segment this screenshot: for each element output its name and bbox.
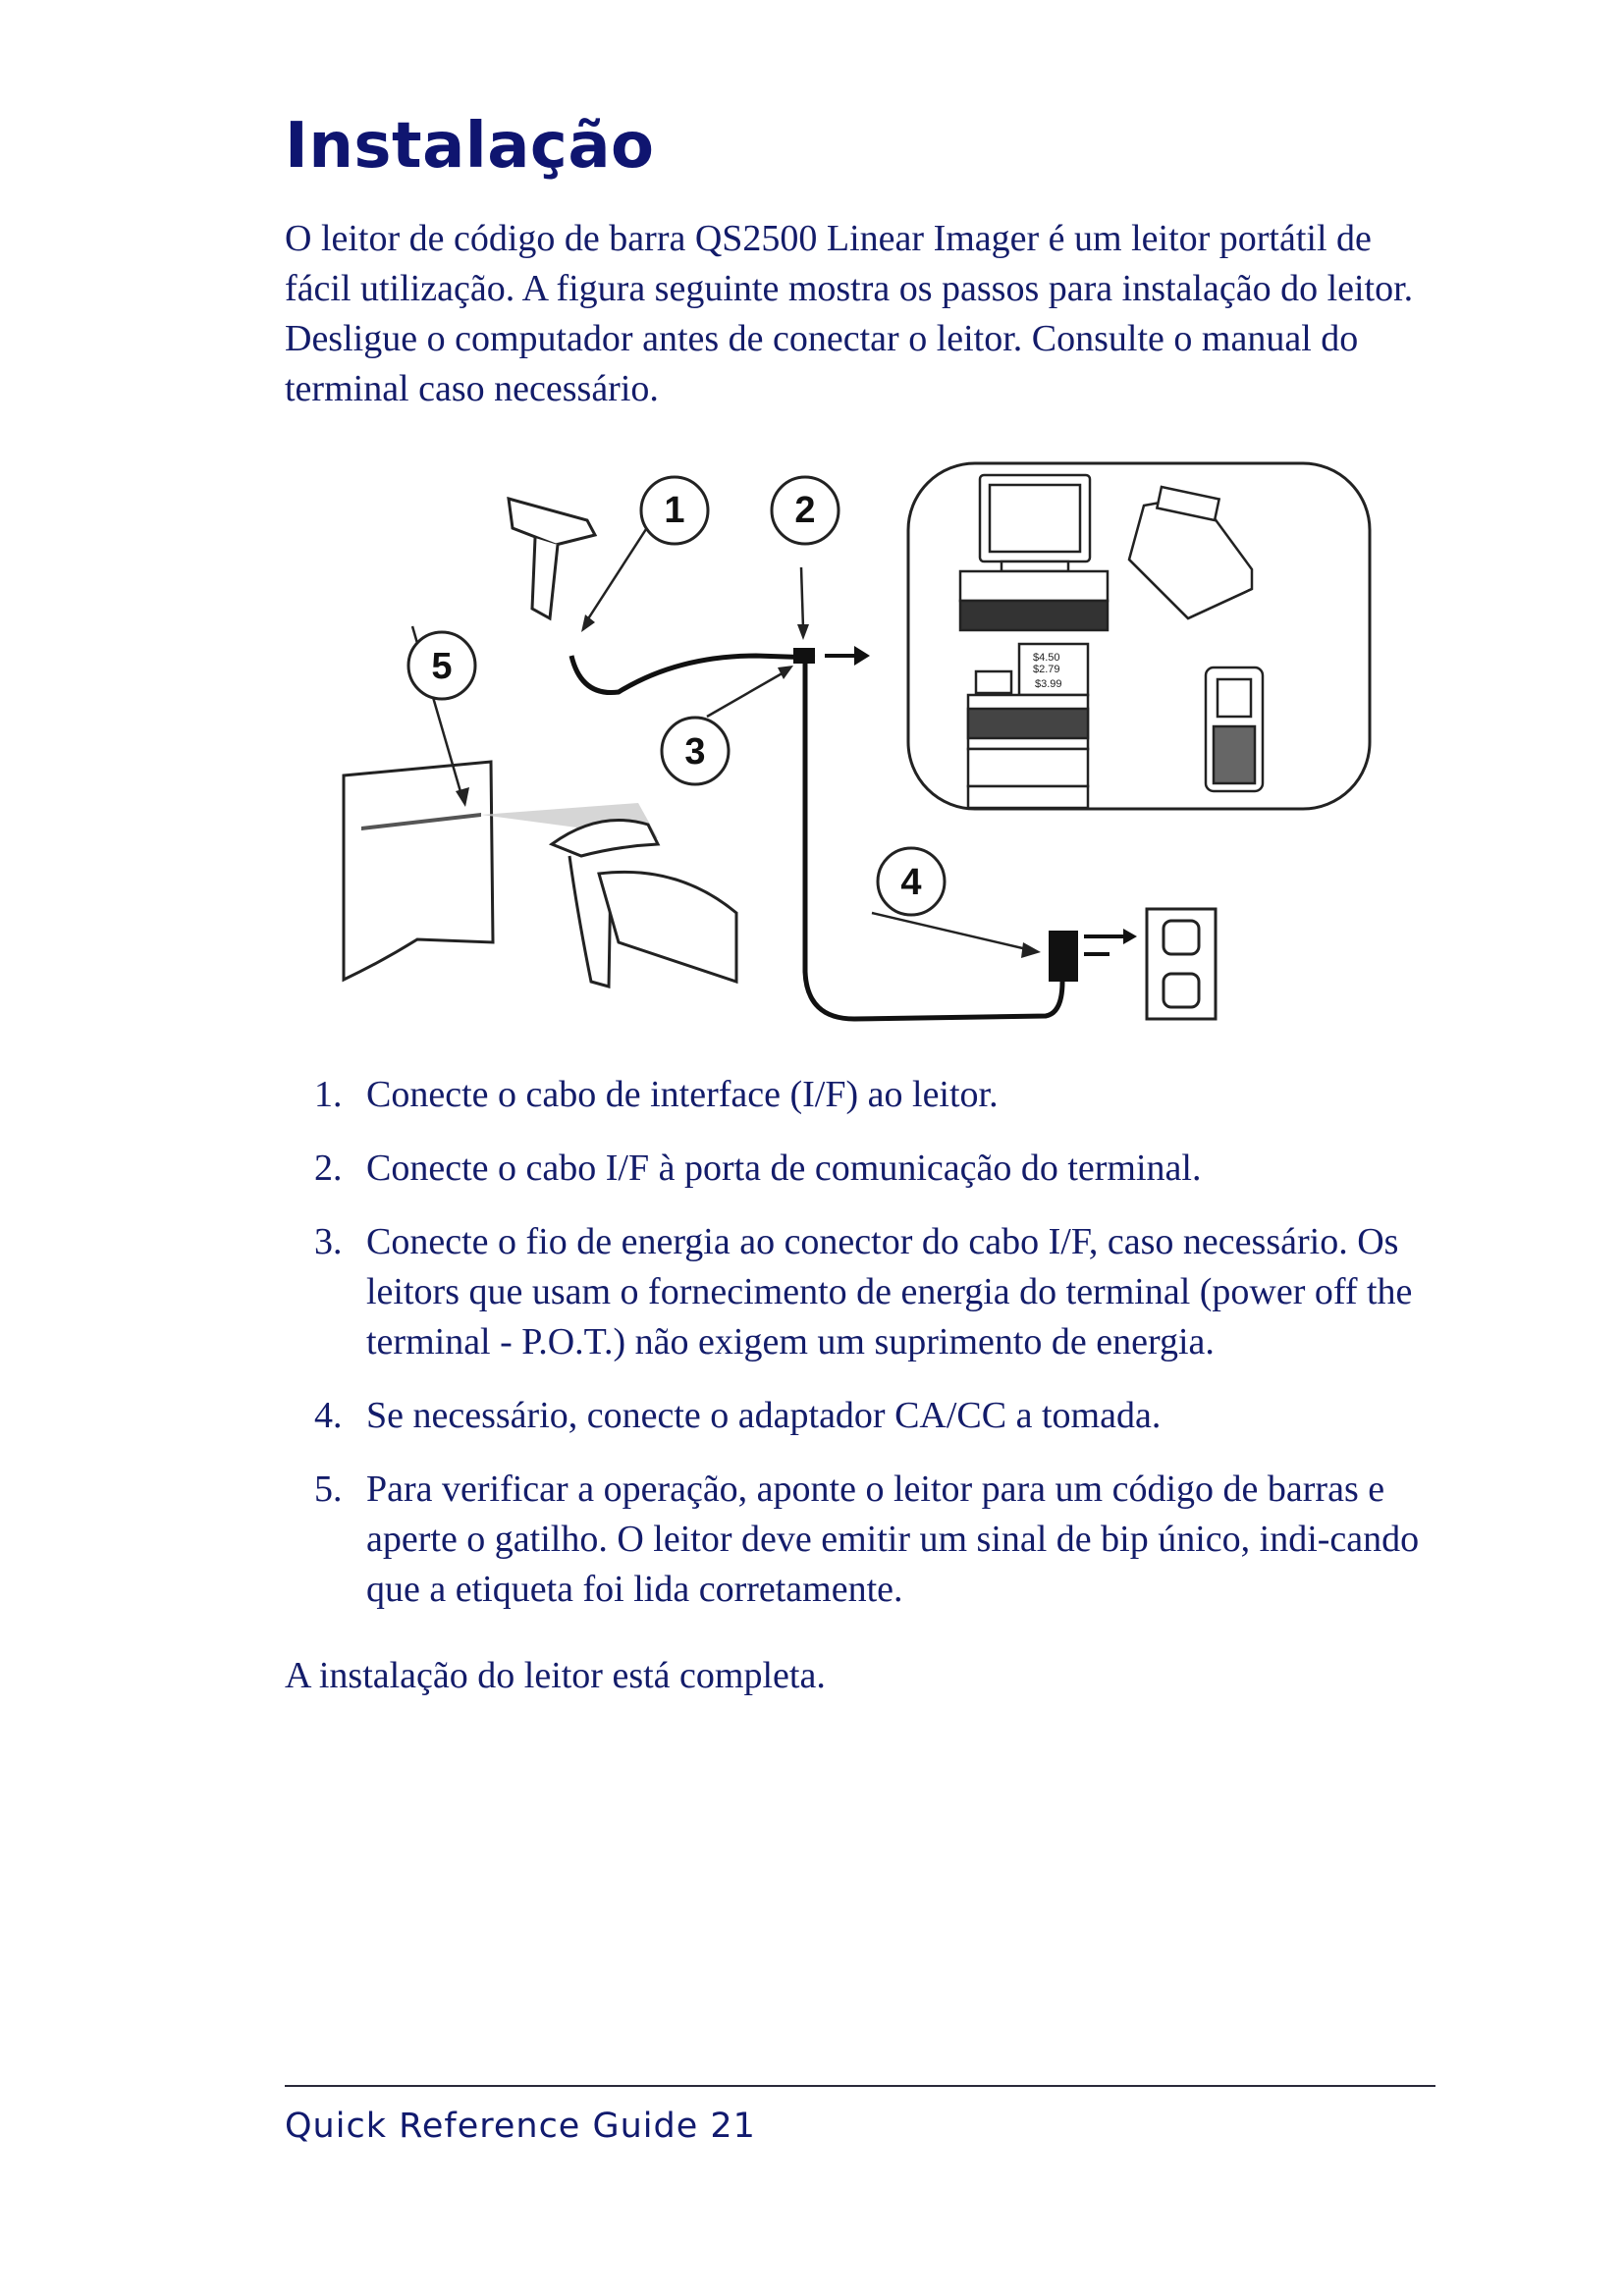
step-item: [314, 1070, 1443, 1120]
handheld-terminal-icon: [1206, 667, 1263, 791]
scanner-icon: [509, 499, 595, 618]
callout-2: [772, 477, 839, 544]
callout-leader: [801, 567, 803, 628]
installation-steps: [314, 1070, 1443, 1638]
step-number: 5.: [314, 1468, 343, 1510]
step-number: 3.: [314, 1221, 343, 1262]
installation-diagram: [324, 452, 1384, 1060]
page-title: Instalação: [285, 110, 655, 183]
footer-divider: [285, 2085, 1435, 2087]
step-text: Conecte o cabo I/F à porta de comunicação do terminal.: [366, 1148, 1202, 1189]
callout-leader: [872, 913, 1031, 950]
callout-1: [641, 477, 708, 544]
step-text: Conecte o cabo de interface (I/F) ao leitor.: [366, 1074, 999, 1115]
svg-text:3: 3: [684, 731, 706, 773]
callout-3: [662, 718, 729, 784]
hand-held-scanner-icon: [552, 821, 736, 988]
svg-text:4: 4: [900, 862, 922, 903]
power-adapter-icon: [1049, 931, 1078, 982]
callout-5: [408, 632, 475, 699]
callout-4: [878, 848, 945, 915]
step-number: 4.: [314, 1395, 343, 1436]
intro-paragraph: O leitor de código de barra QS2500 Linear Imager é um leitor portátil de fácil utilização. A figura seguinte mostra os passos para instalação do leitor. Desligue o computador antes de conectar o leitor. Consulte o manual do terminal caso necessário.: [285, 218, 1414, 409]
svg-text:5: 5: [431, 646, 453, 687]
closing-paragraph: A instalação do leitor está completa.: [285, 1655, 826, 1696]
step-text: Se necessário, conecte o adaptador CA/CC a tomada.: [366, 1395, 1162, 1436]
computer-icon: [960, 475, 1108, 630]
step-item: [314, 1144, 1443, 1194]
price-line: $2.79: [1033, 664, 1060, 675]
callout-leader: [587, 526, 648, 620]
step-text: Conecte o fio de energia ao conector do cabo I/F, caso necessário. Os leitors que usam o fornecimento de energia do terminal (power off the terminal - P.O.T.) não exigem um suprimento de energia.: [366, 1221, 1413, 1362]
svg-text:1: 1: [664, 490, 685, 531]
step-number: 2.: [314, 1148, 343, 1189]
step-item: [314, 1465, 1443, 1615]
wall-outlet-icon: [1147, 909, 1216, 1019]
step-text: Para verificar a operação, aponte o leitor para um código de barras e aperte o gatilho. O leitor deve emitir um sinal de bip único, indi-cando que a etiqueta foi lida corretamente.: [366, 1468, 1420, 1610]
cable-connector: [793, 648, 815, 664]
terminals-panel: [908, 463, 1370, 809]
step-item: [314, 1217, 1443, 1367]
page-footer: Quick Reference Guide 21: [285, 2107, 756, 2146]
callout-leader: [707, 671, 785, 717]
svg-text:2: 2: [794, 490, 816, 531]
step-number: 1.: [314, 1074, 343, 1115]
price-line: $4.50: [1033, 652, 1060, 664]
step-item: [314, 1391, 1443, 1441]
price-line: $3.99: [1035, 678, 1062, 690]
